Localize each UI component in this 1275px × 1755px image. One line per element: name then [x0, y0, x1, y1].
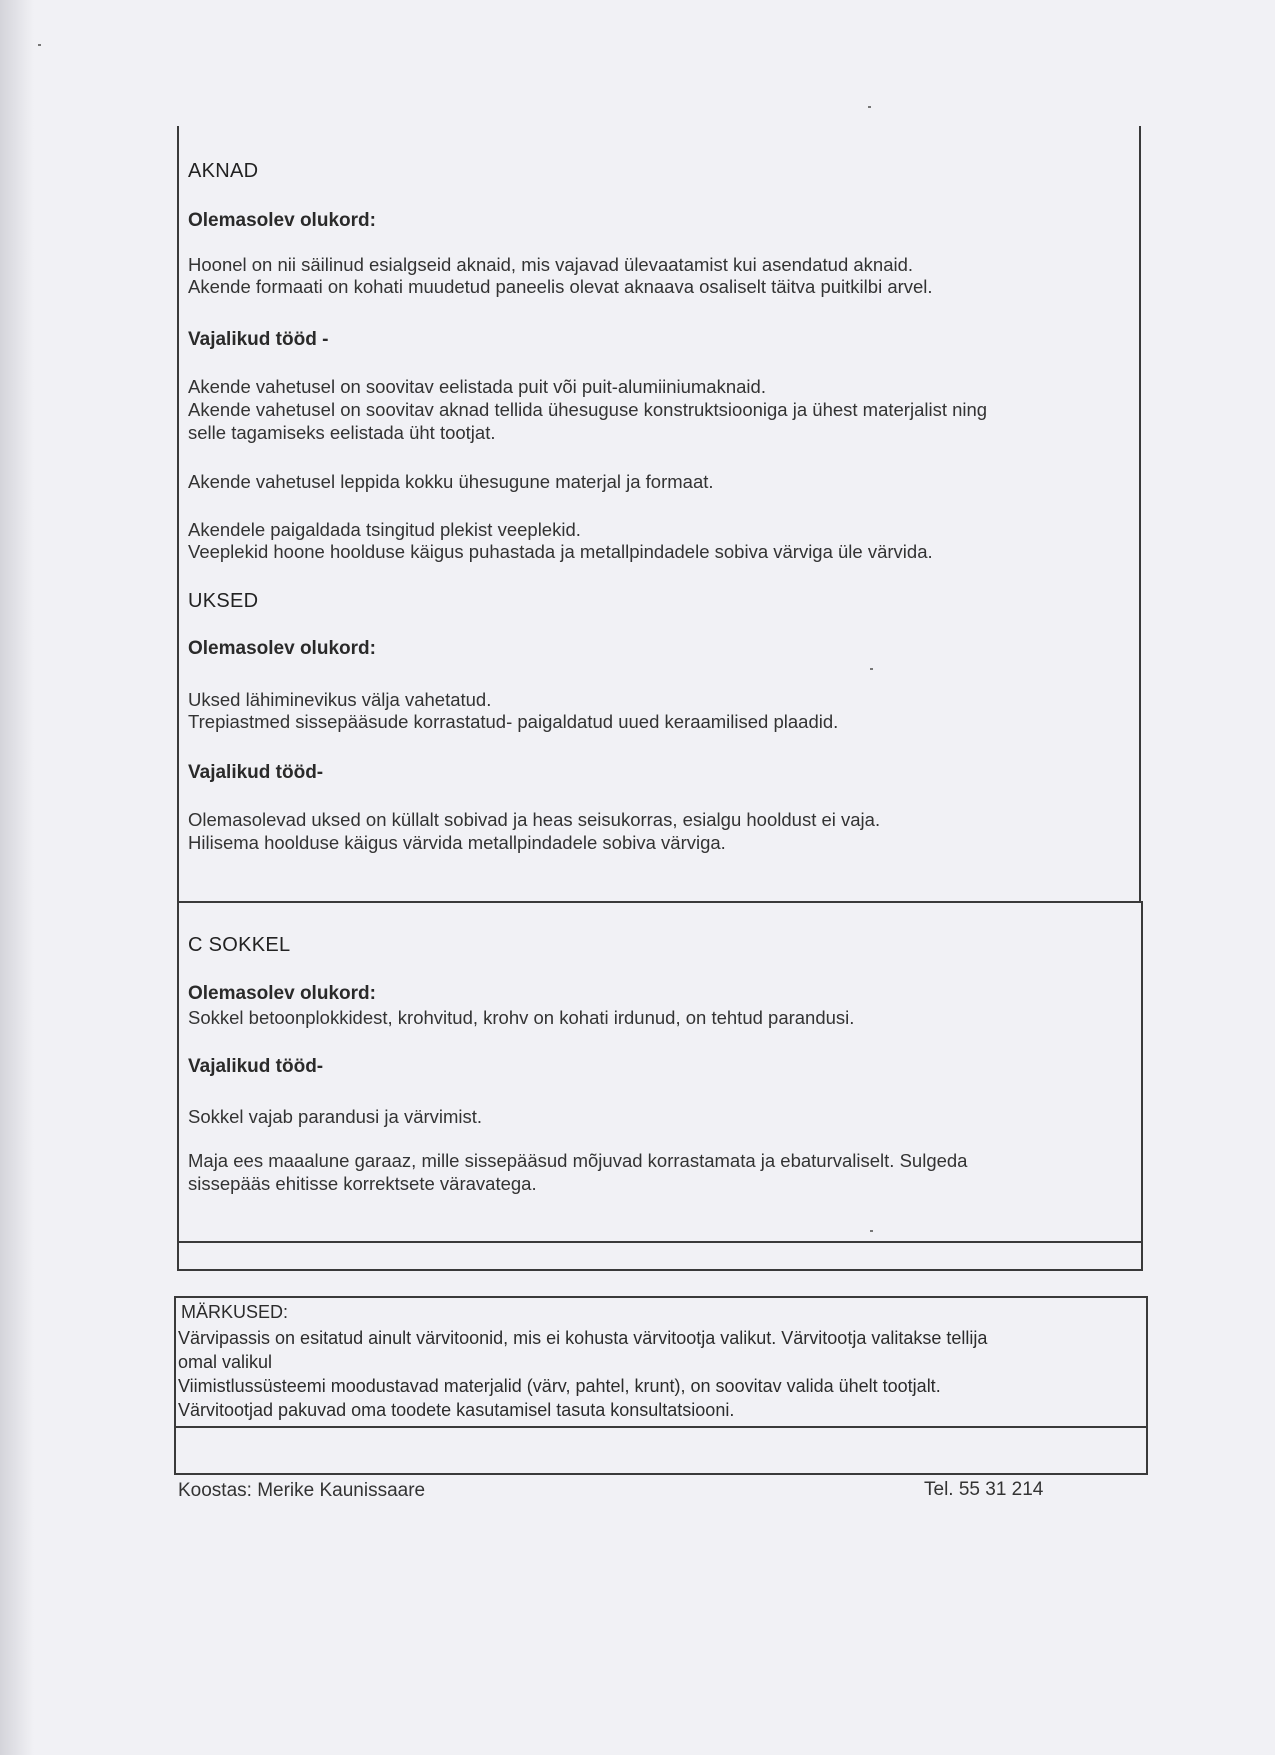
section-title-doors: UKSED — [188, 590, 259, 612]
notes-line-1: Värvipassis on esitatud ainult värvitoonid, mis ei kohusta värvitootja valikut. Värvitootja valitakse tellija — [178, 1328, 988, 1348]
section-title-plinth: C SOKKEL — [188, 934, 291, 956]
scan-speck — [38, 44, 41, 46]
notes-bottom-strip — [174, 1426, 1148, 1475]
windows-works-line-3: selle tagamiseks eelistada üht tootjat. — [188, 422, 496, 443]
notes-line-3: Viimistlussüsteemi moodustavad materjalid (värv, pahtel, krunt), on soovitav valida ühelt tootjalt. — [178, 1376, 941, 1396]
windows-current-label: Olemasolev olukord: — [188, 210, 376, 231]
doors-current-label: Olemasolev olukord: — [188, 638, 376, 659]
plinth-bottom-strip — [177, 1243, 1143, 1271]
plinth-current-line: Sokkel betoonplokkidest, krohvitud, krohv on kohati irdunud, on tehtud parandusi. — [188, 1007, 855, 1028]
footer-phone: Tel. 55 31 214 — [924, 1479, 1044, 1500]
plinth-works-line-1: Maja ees maaalune garaaz, mille sissepääsud mõjuvad korrastamata ja ebaturvaliselt. Sulgeda — [188, 1150, 968, 1171]
footer-author: Koostas: Merike Kaunissaare — [178, 1480, 426, 1501]
doors-works-label: Vajalikud tööd- — [188, 762, 324, 783]
scan-edge-shadow — [0, 0, 34, 1755]
windows-works-line-1: Akende vahetusel on soovitav eelistada puit või puit-alumiiniumaknaid. — [188, 376, 766, 397]
notes-line-4: Värvitootjad pakuvad oma toodete kasutamisel tasuta konsultatsiooni. — [178, 1400, 735, 1420]
windows-current-line-1: Hoonel on nii säilinud esialgseid aknaid, mis vajavad ülevaatamist kui asendatud aknaid. — [188, 254, 914, 275]
plinth-works-line-2: sissepääs ehitisse korrektsete väravatega. — [188, 1173, 537, 1194]
doors-current-line-1: Uksed lähiminevikus välja vahetatud. — [188, 689, 492, 710]
windows-current-line-2: Akende formaati on kohati muudetud paneelis olevat aknaava osaliselt täitva puitkilbi arvel. — [188, 276, 933, 297]
windows-works-para-2: Akende vahetusel leppida kokku ühesugune materjal ja formaat. — [188, 471, 714, 492]
section-title-windows: AKNAD — [188, 160, 259, 182]
doors-works-line-1: Olemasolevad uksed on küllalt sobivad ja heas seisukorras, esialgu hooldust ei vaja. — [188, 809, 881, 830]
scan-speck — [870, 1230, 873, 1232]
windows-flashing-line-1: Akendele paigaldada tsingitud plekist veeplekid. — [188, 519, 581, 540]
scan-speck — [868, 106, 871, 108]
doors-works-line-2: Hilisema hoolduse käigus värvida metallpindadele sobiva värviga. — [188, 832, 726, 853]
plinth-works-label: Vajalikud tööd- — [188, 1056, 324, 1077]
plinth-current-label: Olemasolev olukord: — [188, 983, 376, 1004]
doors-current-line-2: Trepiastmed sissepääsude korrastatud- paigaldatud uued keraamilised plaadid. — [188, 711, 839, 732]
notes-line-2: omal valikul — [178, 1352, 273, 1372]
windows-doors-frame — [177, 126, 1141, 903]
scan-speck — [870, 668, 873, 670]
windows-flashing-line-2: Veeplekid hoone hoolduse käigus puhastada ja metallpindadele sobiva värviga üle värvida. — [188, 541, 933, 562]
windows-works-line-2: Akende vahetusel on soovitav aknad tellida ühesuguse konstruktsiooniga ja ühest materjalist ning — [188, 399, 988, 420]
plinth-works-para-1: Sokkel vajab parandusi ja värvimist. — [188, 1106, 483, 1127]
windows-works-label: Vajalikud tööd - — [188, 329, 329, 350]
notes-title: MÄRKUSED: — [181, 1302, 289, 1322]
